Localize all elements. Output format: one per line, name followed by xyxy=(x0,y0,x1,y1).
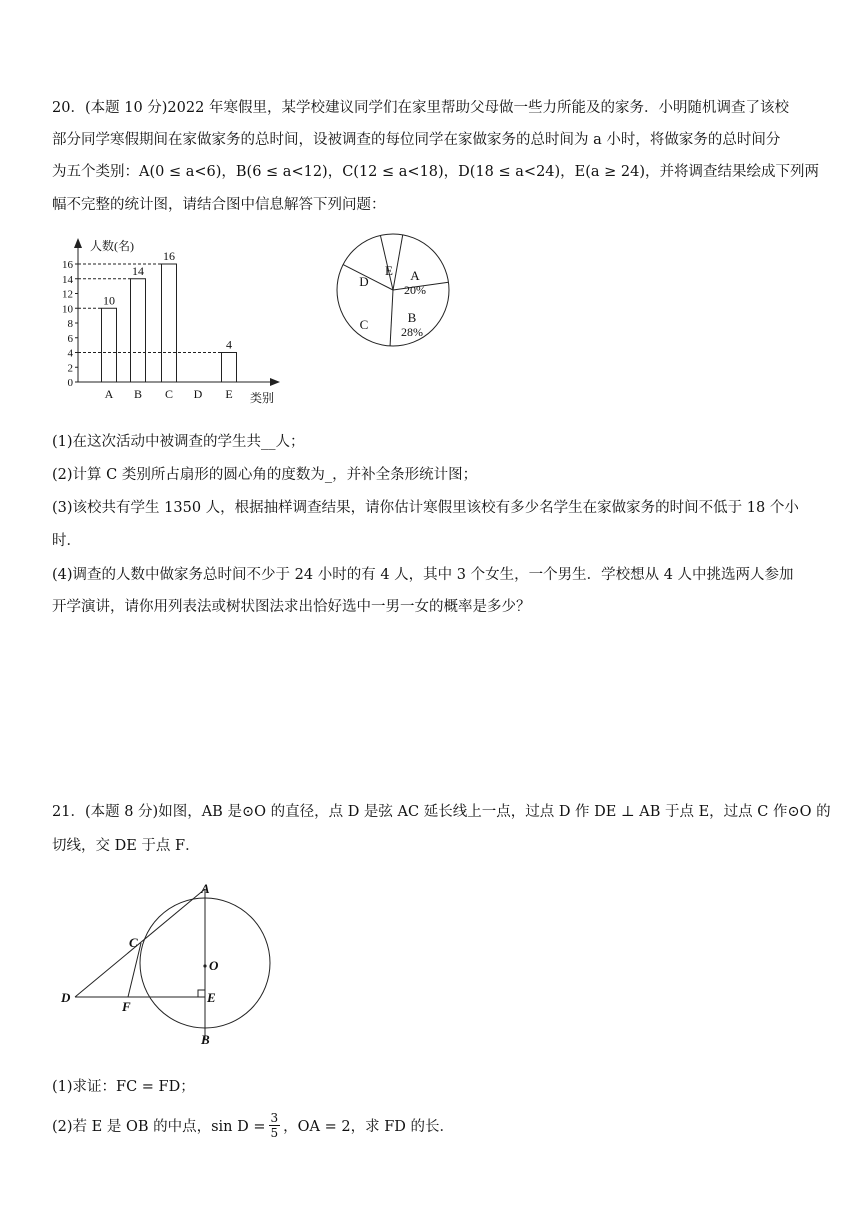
q20-sub4b: 开学演讲，请你用列表法或树状图法求出恰好选中一男一女的概率是多少？ xyxy=(52,599,531,615)
y-tick-label: 16 xyxy=(62,259,73,271)
q21-sub2-post: ，OA = 2，求 FD 的长． xyxy=(283,1118,455,1135)
q20-sub3a: (3)该校共有学生 1350 人，根据抽样调查结果，请你估计寒假里该校有多少名学生在家做家务的时间不低于 18 个小 xyxy=(52,500,799,516)
q20-sub4a: (4)调查的人数中做家务总时间不少于 24 小时的有 4 人，其中 3 个女生，一个男生．学校想从 4 人中挑选两人参加 xyxy=(52,567,794,583)
point-a-label: A xyxy=(201,881,210,896)
x-tick-label: D xyxy=(193,387,203,401)
point-b-label: B xyxy=(201,1032,210,1047)
bar-E xyxy=(222,353,237,383)
pie-label-E: E xyxy=(385,263,393,278)
y-axis-arrow xyxy=(74,238,82,248)
x-tick-label: B xyxy=(133,387,143,401)
q21-line2: 切线，交 DE 于点 F． xyxy=(52,838,200,854)
bar-value-label: 16 xyxy=(163,249,175,263)
x-tick-label: E xyxy=(225,387,233,401)
bar-value-label: 14 xyxy=(132,263,144,278)
q20-line2: 部分同学寒假期间在家做家务的总时间，设被调查的每位同学在家做家务的总时间为 a 小时，将做家务的总时间分 xyxy=(52,132,781,148)
y-tick-label: 8 xyxy=(67,318,73,330)
pie-percent-B: 28% xyxy=(401,325,423,339)
point-e-label: E xyxy=(207,990,216,1005)
point-f-label: F xyxy=(122,999,131,1014)
x-axis-label: 类别 xyxy=(250,391,275,405)
fraction xyxy=(269,1111,281,1140)
bar-value-label: 4 xyxy=(226,337,232,352)
point-c-label: C xyxy=(129,935,138,950)
pie-label-C: C xyxy=(359,317,369,332)
x-tick-label: C xyxy=(164,387,174,401)
pie-label-D: D xyxy=(359,274,369,289)
y-tick-label: 14 xyxy=(62,273,73,286)
y-tick-label: 0 xyxy=(67,377,73,389)
segment-da xyxy=(75,889,205,997)
q20-line1: 20．(本题 10 分)2022 年寒假里，某学校建议同学们在家里帮助父母做一些力所能及的家务．小明随机调查了该校 xyxy=(52,100,789,116)
bar-A xyxy=(102,308,117,382)
q20-line3: 为五个类别：A(0 ≤ a<6)，B(6 ≤ a<12)，C(12 ≤ a<18)，D(18 ≤ a<24)，E(a ≥ 24)，并将调查结果绘成下列两 xyxy=(52,164,820,180)
bar-value-label: 10 xyxy=(103,293,115,308)
geometry-figure xyxy=(58,880,288,1050)
q21-line1: 21．(本题 8 分)如图，AB 是⊙O 的直径，点 D 是弦 AC 延长线上一点，过点 D 作 DE ⊥ AB 于点 E，过点 C 作⊙O 的 xyxy=(52,804,831,820)
pie-label-B: B xyxy=(407,310,417,325)
fraction-denominator: 5 xyxy=(270,1125,279,1140)
bar-C xyxy=(162,264,177,382)
y-tick-label: 10 xyxy=(62,303,73,316)
x-tick-label: A xyxy=(104,387,114,401)
bar-B xyxy=(131,279,146,382)
bar-chart xyxy=(58,236,298,406)
q20-sub1: (1)在这次活动中被调查的学生共__人； xyxy=(52,434,305,450)
q21-sub1: (1)求证：FC = FD； xyxy=(52,1079,195,1095)
x-axis-arrow xyxy=(270,378,280,386)
fraction-numerator: 3 xyxy=(270,1110,279,1125)
q21-sub2 xyxy=(52,1106,454,1144)
point-o-label: O xyxy=(209,958,219,973)
y-tick-label: 2 xyxy=(67,362,73,375)
y-tick-label: 12 xyxy=(62,288,73,301)
q20-sub2: (2)计算 C 类别所占扇形的圆心角的度数为_，并补全条形统计图； xyxy=(52,467,478,483)
q21-sub2-pre: (2)若 E 是 OB 的中点，sin D = xyxy=(52,1118,266,1135)
point-d-label: D xyxy=(61,990,71,1005)
pie-chart xyxy=(333,230,453,350)
pie-label-A: A xyxy=(410,268,420,283)
right-angle-mark xyxy=(198,990,205,997)
q20-line4: 幅不完整的统计图，请结合图中信息解答下列问题： xyxy=(52,197,386,213)
y-tick-label: 4 xyxy=(67,347,73,360)
center-dot xyxy=(203,964,206,967)
y-axis-label: 人数(名) xyxy=(90,239,134,253)
y-tick-label: 6 xyxy=(67,332,73,345)
q20-sub3b: 时． xyxy=(52,533,81,549)
pie-percent-A: 20% xyxy=(404,283,426,297)
